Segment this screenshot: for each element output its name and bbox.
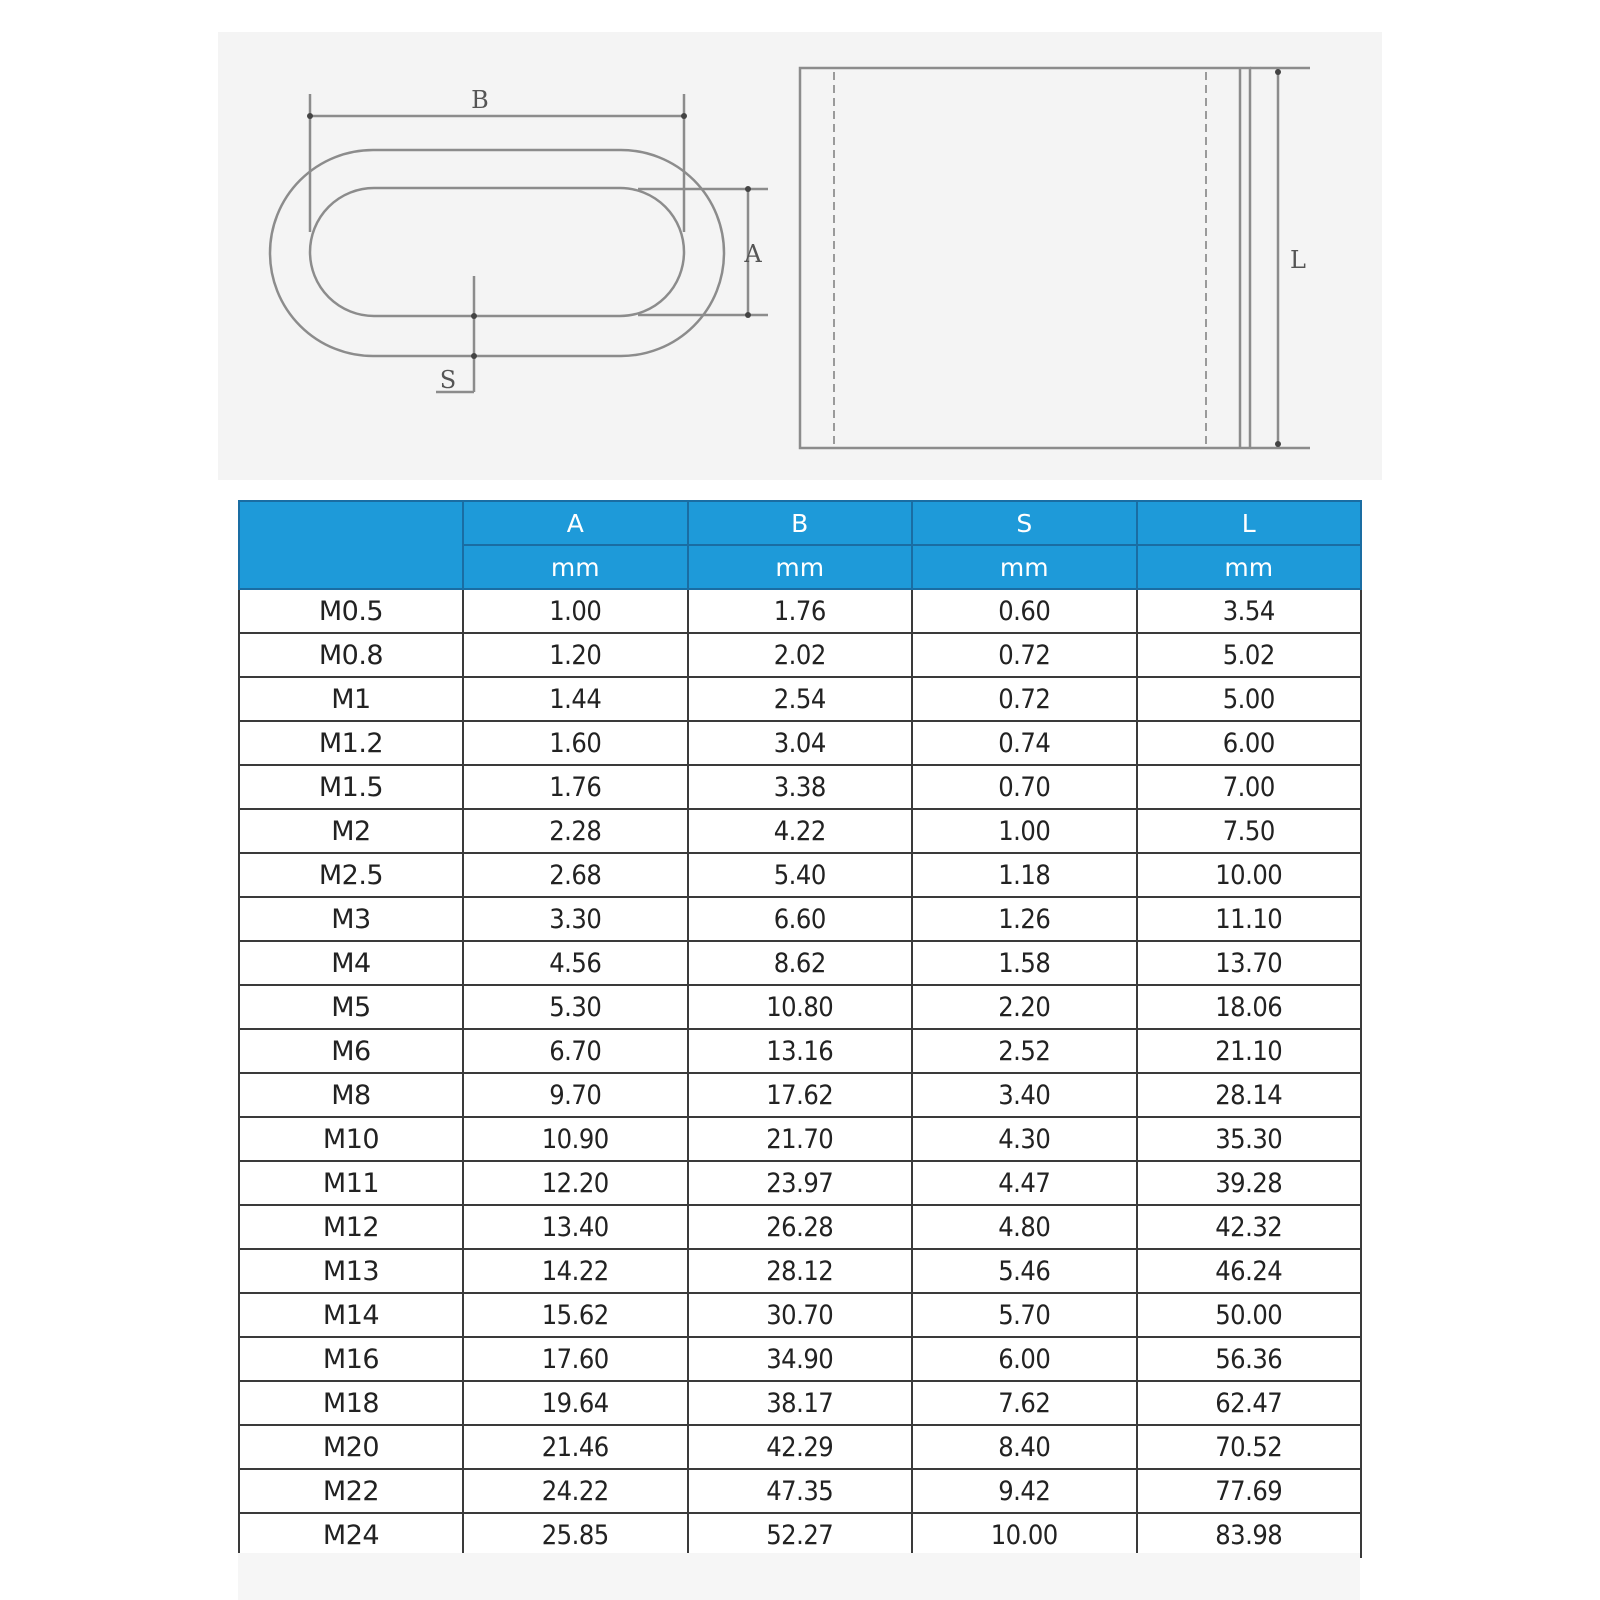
size-table-container — [238, 500, 1360, 1558]
size-cell: M16 — [239, 1337, 463, 1381]
table-row — [239, 589, 1361, 633]
table-row — [239, 1293, 1361, 1337]
label-a: A — [744, 240, 762, 268]
value-cell: 17.62 — [688, 1073, 913, 1117]
table-body — [239, 589, 1361, 1557]
value-cell: 4.47 — [912, 1161, 1137, 1205]
value-cell: 5.00 — [1137, 677, 1362, 721]
size-cell: M13 — [239, 1249, 463, 1293]
table-row — [239, 1249, 1361, 1293]
value-cell: 1.58 — [912, 941, 1137, 985]
value-cell: 6.60 — [688, 897, 913, 941]
value-cell: 14.22 — [463, 1249, 688, 1293]
value-cell: 0.60 — [912, 589, 1137, 633]
value-cell: 10.90 — [463, 1117, 688, 1161]
value-cell: 1.18 — [912, 853, 1137, 897]
value-cell: 5.40 — [688, 853, 913, 897]
header-unit-l: mm — [1137, 545, 1362, 589]
value-cell: 42.29 — [688, 1425, 913, 1469]
value-cell: 1.26 — [912, 897, 1137, 941]
table-row — [239, 853, 1361, 897]
header-unit-b: mm — [688, 545, 913, 589]
value-cell: 0.70 — [912, 765, 1137, 809]
value-cell: 3.54 — [1137, 589, 1362, 633]
header-row-names — [239, 501, 1361, 545]
value-cell: 11.10 — [1137, 897, 1362, 941]
value-cell: 6.70 — [463, 1029, 688, 1073]
value-cell: 3.40 — [912, 1073, 1137, 1117]
label-l: L — [1290, 246, 1306, 274]
value-cell: 47.35 — [688, 1469, 913, 1513]
size-cell: M20 — [239, 1425, 463, 1469]
value-cell: 39.28 — [1137, 1161, 1362, 1205]
value-cell: 6.00 — [912, 1337, 1137, 1381]
size-cell: M1.5 — [239, 765, 463, 809]
sleeve-inner-outline — [310, 188, 684, 316]
table-row — [239, 1029, 1361, 1073]
size-cell: M11 — [239, 1161, 463, 1205]
value-cell: 9.70 — [463, 1073, 688, 1117]
value-cell: 5.30 — [463, 985, 688, 1029]
dim-marker — [1275, 441, 1281, 447]
sleeve-side-outline — [800, 68, 1250, 448]
value-cell: 2.20 — [912, 985, 1137, 1029]
size-cell: M18 — [239, 1381, 463, 1425]
table-row — [239, 1205, 1361, 1249]
value-cell: 83.98 — [1137, 1513, 1362, 1557]
table-row — [239, 1117, 1361, 1161]
value-cell: 6.00 — [1137, 721, 1362, 765]
size-cell: M12 — [239, 1205, 463, 1249]
table-row — [239, 1161, 1361, 1205]
size-table — [238, 500, 1362, 1558]
size-cell: M2.5 — [239, 853, 463, 897]
size-cell: M10 — [239, 1117, 463, 1161]
value-cell: 7.00 — [1137, 765, 1362, 809]
table-row — [239, 1513, 1361, 1557]
table-row — [239, 897, 1361, 941]
value-cell: 13.16 — [688, 1029, 913, 1073]
value-cell: 1.60 — [463, 721, 688, 765]
value-cell: 10.00 — [1137, 853, 1362, 897]
value-cell: 23.97 — [688, 1161, 913, 1205]
size-cell: M14 — [239, 1293, 463, 1337]
value-cell: 28.14 — [1137, 1073, 1362, 1117]
header-corner — [239, 501, 463, 589]
value-cell: 30.70 — [688, 1293, 913, 1337]
size-cell: M1.2 — [239, 721, 463, 765]
value-cell: 21.46 — [463, 1425, 688, 1469]
value-cell: 38.17 — [688, 1381, 913, 1425]
dim-marker — [471, 353, 477, 359]
dim-marker — [745, 312, 751, 318]
size-cell: M6 — [239, 1029, 463, 1073]
table-row — [239, 721, 1361, 765]
table-row — [239, 1337, 1361, 1381]
value-cell: 7.62 — [912, 1381, 1137, 1425]
header-unit-a: mm — [463, 545, 688, 589]
value-cell: 3.30 — [463, 897, 688, 941]
value-cell: 56.36 — [1137, 1337, 1362, 1381]
value-cell: 19.64 — [463, 1381, 688, 1425]
table-row — [239, 985, 1361, 1029]
sleeve-outer-outline — [270, 150, 724, 356]
label-s: S — [439, 366, 457, 394]
header-unit-s: mm — [912, 545, 1137, 589]
value-cell: 3.38 — [688, 765, 913, 809]
value-cell: 62.47 — [1137, 1381, 1362, 1425]
size-cell: M0.8 — [239, 633, 463, 677]
value-cell: 7.50 — [1137, 809, 1362, 853]
value-cell: 24.22 — [463, 1469, 688, 1513]
value-cell: 28.12 — [688, 1249, 913, 1293]
value-cell: 46.24 — [1137, 1249, 1362, 1293]
value-cell: 1.76 — [463, 765, 688, 809]
dim-marker — [1275, 69, 1281, 75]
value-cell: 0.72 — [912, 633, 1137, 677]
value-cell: 13.40 — [463, 1205, 688, 1249]
value-cell: 0.74 — [912, 721, 1137, 765]
value-cell: 21.70 — [688, 1117, 913, 1161]
value-cell: 1.20 — [463, 633, 688, 677]
value-cell: 2.52 — [912, 1029, 1137, 1073]
value-cell: 25.85 — [463, 1513, 688, 1557]
size-cell: M4 — [239, 941, 463, 985]
value-cell: 50.00 — [1137, 1293, 1362, 1337]
value-cell: 5.70 — [912, 1293, 1137, 1337]
table-row — [239, 633, 1361, 677]
dimension-diagram — [218, 32, 1382, 480]
size-cell: M2 — [239, 809, 463, 853]
value-cell: 5.02 — [1137, 633, 1362, 677]
value-cell: 8.62 — [688, 941, 913, 985]
value-cell: 2.28 — [463, 809, 688, 853]
table-row — [239, 1073, 1361, 1117]
value-cell: 34.90 — [688, 1337, 913, 1381]
value-cell: 2.54 — [688, 677, 913, 721]
value-cell: 1.44 — [463, 677, 688, 721]
dim-marker — [681, 113, 687, 119]
value-cell: 4.56 — [463, 941, 688, 985]
value-cell: 1.00 — [463, 589, 688, 633]
size-cell: M0.5 — [239, 589, 463, 633]
value-cell: 4.30 — [912, 1117, 1137, 1161]
table-row — [239, 1425, 1361, 1469]
header-col-s: S — [912, 501, 1137, 545]
value-cell: 12.20 — [463, 1161, 688, 1205]
value-cell: 52.27 — [688, 1513, 913, 1557]
value-cell: 77.69 — [1137, 1469, 1362, 1513]
value-cell: 0.72 — [912, 677, 1137, 721]
table-row — [239, 1469, 1361, 1513]
table-row — [239, 941, 1361, 985]
dim-marker — [307, 113, 313, 119]
header-col-l: L — [1137, 501, 1362, 545]
table-row — [239, 765, 1361, 809]
value-cell: 1.00 — [912, 809, 1137, 853]
table-row — [239, 1381, 1361, 1425]
value-cell: 4.22 — [688, 809, 913, 853]
value-cell: 9.42 — [912, 1469, 1137, 1513]
value-cell: 10.00 — [912, 1513, 1137, 1557]
value-cell: 18.06 — [1137, 985, 1362, 1029]
table-row — [239, 809, 1361, 853]
size-cell: M8 — [239, 1073, 463, 1117]
value-cell: 2.68 — [463, 853, 688, 897]
size-cell: M5 — [239, 985, 463, 1029]
value-cell: 26.28 — [688, 1205, 913, 1249]
value-cell: 1.76 — [688, 589, 913, 633]
sleeve-drawing — [218, 32, 1382, 480]
value-cell: 10.80 — [688, 985, 913, 1029]
size-cell: M22 — [239, 1469, 463, 1513]
value-cell: 17.60 — [463, 1337, 688, 1381]
value-cell: 8.40 — [912, 1425, 1137, 1469]
value-cell: 4.80 — [912, 1205, 1137, 1249]
value-cell: 21.10 — [1137, 1029, 1362, 1073]
label-b: B — [471, 86, 489, 114]
table-row — [239, 677, 1361, 721]
value-cell: 70.52 — [1137, 1425, 1362, 1469]
value-cell: 5.46 — [912, 1249, 1137, 1293]
size-cell: M24 — [239, 1513, 463, 1557]
size-cell: M3 — [239, 897, 463, 941]
dim-marker — [745, 186, 751, 192]
value-cell: 2.02 — [688, 633, 913, 677]
value-cell: 42.32 — [1137, 1205, 1362, 1249]
dim-marker — [471, 313, 477, 319]
header-col-a: A — [463, 501, 688, 545]
bottom-strip — [238, 1553, 1360, 1600]
value-cell: 3.04 — [688, 721, 913, 765]
value-cell: 13.70 — [1137, 941, 1362, 985]
value-cell: 35.30 — [1137, 1117, 1362, 1161]
size-cell: M1 — [239, 677, 463, 721]
value-cell: 15.62 — [463, 1293, 688, 1337]
header-col-b: B — [688, 501, 913, 545]
